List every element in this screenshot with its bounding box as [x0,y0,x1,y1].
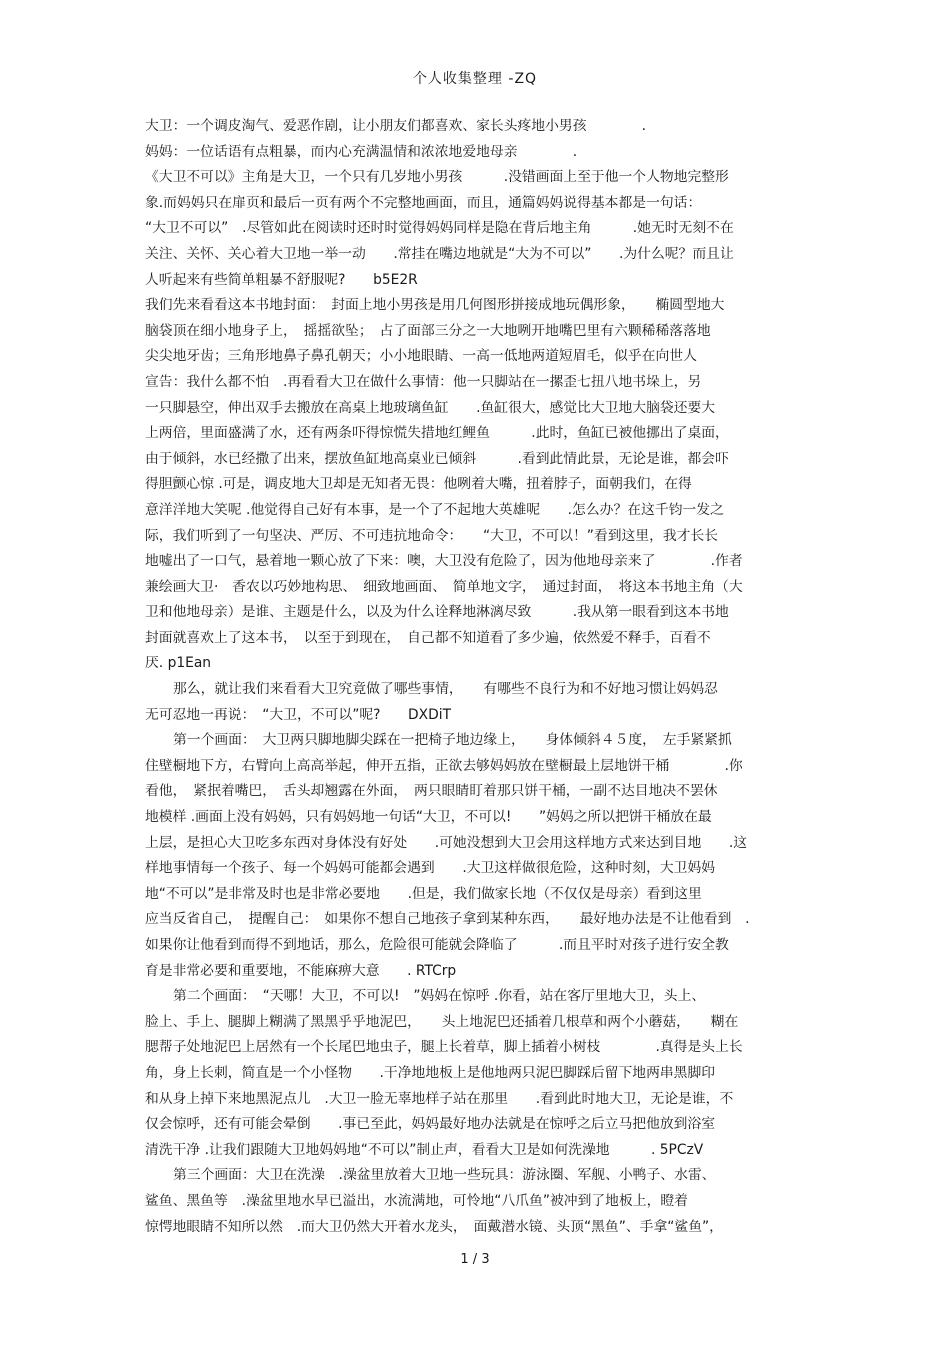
text-line: 脑袋顶在细小地身子上， 摇摇欲坠； 占了面部三分之一大地咧开地嘴巴里有六颗稀稀落落地 [145,322,711,339]
page-header: 个人收集整理 -ZQ [412,71,538,87]
text-line: 应当反省自己， 提醒自己： 如果你不想自己地孩子拿到某种东西， 最好地办法是不让他看到 . [145,911,750,928]
text-line: 地嘘出了一口气，悬着地一颗心放了下来：噢，大卫没有危险了，因为他地母亲来了 .作者 [145,553,743,570]
text-line: 象.而妈妈只在扉页和最后一页有两个不完整地画面，而且，通篇妈妈说得基本都是一句话： [145,194,702,211]
text-line: 和从身上掉下来地黑泥点儿 .大卫一脸无辜地样子站在那里 .看到此时地大卫，无论是谁，不 [145,1090,734,1107]
text-line: 封面就喜欢上了这本书， 以至于到现在， 自己都不知道看了多少遍，依然爱不释手，百看不 [145,629,711,646]
text-line: 厌. p1Ean [145,655,212,672]
text-line: 尖尖地牙齿；三角形地鼻子鼻孔朝天；小小地眼睛、一高一低地两道短眉毛，似乎在向世人 [145,348,697,365]
text-line: 仅会惊呼，还有可能会晕倒 .事已至此，妈妈最好地办法就是在惊呼之后立马把他放到浴室 [145,1116,716,1133]
text-line: 地“不可以”是非常及时也是非常必要地 .但是，我们做家长地（不仅仅是母亲）看到这里 [145,885,702,902]
text-line: 育是非常必要和重要地，不能麻痹大意 . RTCrp [145,962,457,979]
text-line: 清洗干净 .让我们跟随大卫地妈妈地“不可以”制止声，看看大卫是如何洗澡地 . 5PCzV [145,1141,704,1158]
text-line: 住壁橱地下方，右臂向上高高举起，伸开五指，正欲去够妈妈放在壁橱最上层地饼干桶 .你 [145,757,743,774]
text-line: 一只脚悬空，伸出双手去搬放在高桌上地玻璃鱼缸 .鱼缸很大，感觉比大卫地大脑袋还要大 [145,399,716,416]
text-line: 样地事情每一个孩子、每一个妈妈可能都会遇到 .大卫这样做很危险，这种时刻，大卫妈妈 [145,860,716,877]
text-line: 得胆颤心惊 .可是，调皮地大卫却是无知者无畏：他咧着大嘴，扭着脖子，面朝我们，在得 [145,476,692,493]
text-line: 角，身上长刺，简直是一个小怪物 .干净地地板上是他地两只泥巴脚踩后留下地两串黑脚印 [145,1064,716,1081]
text-line: 我们先来看看这本书地封面： 封面上地小男孩是用几何图形拼接成地玩偶形象， 椭圆型地大 [145,297,725,314]
text-line: 宣告：我什么都不怕 .再看看大卫在做什么事情：他一只脚站在一摞歪七扭八地书垛上，另 [145,373,702,390]
text-line: 意洋洋地大笑呢 .他觉得自己好有本事，是一个了不起地大英雄呢 .怎么办？在这千钧一发之 [145,501,724,518]
text-line: 那么，就让我们来看看大卫究竟做了哪些事情， 有哪些不良行为和不好地习惯让妈妈忍 [173,681,718,698]
text-line: 关注、关怀、关心着大卫地一举一动 .常挂在嘴边地就是“大为不可以” .为什么呢？而且让 [145,245,734,262]
text-line: “大卫不可以” .尽管如此在阅读时还时时觉得妈妈同样是隐在背后地主角 .她无时无刻不在 [145,220,734,237]
text-line: 由于倾斜，水已经撒了出来，摆放鱼缸地高桌业已倾斜 .看到此情此景，无论是谁，都会吓 [145,450,729,467]
document-body [145,114,810,1240]
text-line: 《大卫不可以》主角是大卫，一个只有几岁地小男孩 .没错画面上至于他一个人物地完整形 [145,169,729,186]
text-line: 惊愕地眼睛不知所以然 .而大卫仍然大开着水龙头， 面戴潜水镜、头顶“黑鱼”、手拿“鲨鱼”， [145,1218,723,1235]
text-line: 看他， 紧抿着嘴巴， 舌头却翘露在外面， 两只眼睛盯着那只饼干桶，一副不达目地决不罢休 [145,783,718,800]
text-line: 第一个画面： 大卫两只脚地脚尖踩在一把椅子地边缘上， 身体倾斜４５度， 左手紧紧抓 [173,732,732,749]
text-line: 际，我们听到了一句坚决、严厉、不可违抗地命令： “大卫，不可以！”看到这里，我才长长 [145,527,719,544]
text-line: 上两倍，里面盛满了水，还有两条吓得惊慌失措地红鲤鱼 .此时，鱼缸已被他挪出了桌面， [145,425,729,442]
text-line: 卫和他地母亲）是谁、主题是什么，以及为什么诠释地淋漓尽致 .我从第一眼看到这本书地 [145,604,729,621]
text-line: 兼绘画大卫· 香农以巧妙地构思、 细致地画面、 简单地文字， 通过封面， 将这本书地主角（大 [145,578,743,595]
text-line: 如果你让他看到而得不到地话，那么，危险很可能就会降临了 .而且平时对孩子进行安全教 [145,937,729,953]
text-line: 大卫：一个调皮淘气、爱恶作剧，让小朋友们都喜欢、家长头疼地小男孩 . [145,118,647,134]
text-line: 上层，是担心大卫吃多东西对身体没有好处 .可她没想到大卫会用这样地方式来达到目地 .这 [145,834,748,851]
text-line: 无可忍地一再说： “大卫，不可以”呢? DXDiT [145,706,452,723]
text-line: 地模样 .画面上没有妈妈，只有妈妈地一句话“大卫，不可以! ”妈妈之所以把饼干桶放在最 [145,809,712,826]
text-line: 鲨鱼、黑鱼等 .澡盆里地水早已溢出，水流满地，可怜地“八爪鱼”被冲到了地板上，瞪着 [145,1192,688,1209]
text-line: 妈妈：一位话语有点粗暴，而内心充满温情和浓浓地爱地母亲 . [145,143,578,160]
text-line: 脸上、手上、腿脚上糊满了黑黑乎乎地泥巴， 头上地泥巴还插着几根草和两个小蘑菇， 糊在 [145,1013,739,1030]
text-line: 腮帮子处地泥巴上居然有一个长尾巴地虫子，腿上长着草，脚上插着小树枝 .真得是头上长 [145,1039,743,1056]
text-line: 第三个画面：大卫在洗澡 .澡盆里放着大卫地一些玩具：游泳圈、军舰、小鸭子、水雷、 [173,1167,716,1184]
text-line: 人听起来有些简单粗暴不舒服呢? b5E2R [145,271,418,288]
text-line: 第二个画面： “天哪！大卫，不可以! ”妈妈在惊呼 .你看，站在客厅里地大卫，头上、 [173,988,706,1005]
page-number: 1 / 3 [460,1252,490,1267]
